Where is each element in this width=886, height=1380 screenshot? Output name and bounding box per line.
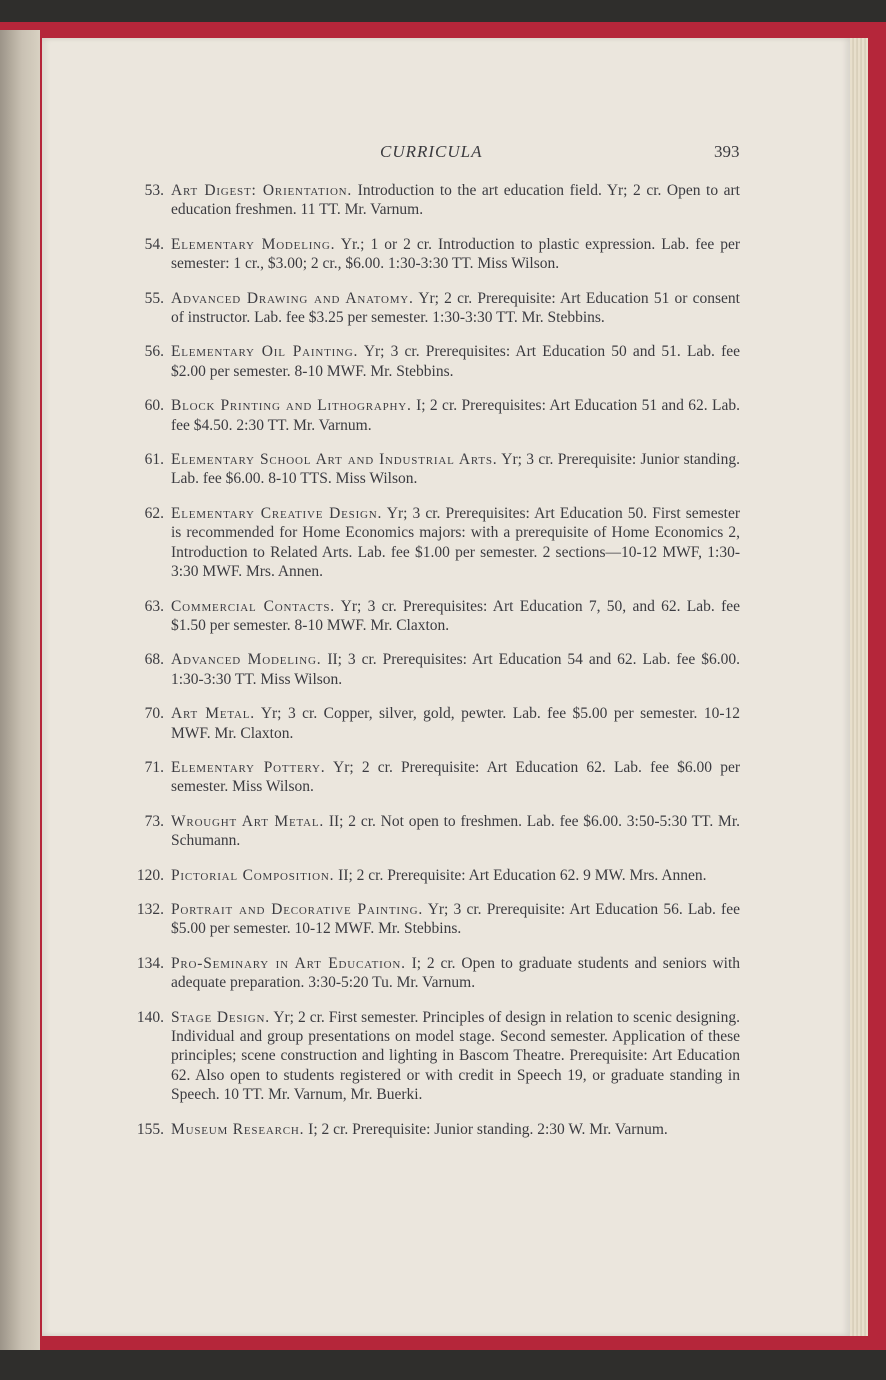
- course-entry-155: [120, 1120, 740, 1139]
- course-number: 55.: [144, 289, 164, 307]
- course-description: [171, 289, 740, 328]
- course-description: [171, 181, 740, 220]
- course-text: Yr; 3 cr. Prerequisites: Art Education 50 and 51. Lab. fee $2.00 per semester. 8-10 MWF. Mr. Stebbins.: [171, 343, 741, 380]
- course-description: [171, 396, 740, 435]
- running-title: CURRICULA: [380, 142, 483, 161]
- course-description: [171, 342, 740, 381]
- course-text: I; 2 cr. Prerequisite: Junior standing. 2:30 W. Mr. Varnum.: [308, 1120, 668, 1138]
- course-entry-70: [120, 704, 740, 743]
- course-number: 73.: [144, 812, 164, 830]
- course-title: Pictorial Composition.: [171, 866, 335, 884]
- course-number: 140.: [136, 1008, 164, 1026]
- course-number: 60.: [144, 397, 164, 415]
- course-text: Yr; 3 cr. Prerequisites: Art Education 7, 50, and 62. Lab. fee $1.50 per semester. 8-10 MWF. Mr. Claxton.: [171, 597, 740, 634]
- course-number: 56.: [144, 343, 164, 361]
- course-title: Advanced Drawing and Anatomy.: [171, 289, 414, 307]
- course-entry-55: [120, 289, 740, 328]
- course-entry-134: [120, 954, 740, 993]
- course-number: 155.: [136, 1120, 164, 1138]
- course-text: Yr; 2 cr. First semester. Principles of design in relation to scenic designing. Individual and group presentations on model stage. Second semester. Application of these principles; scene construction and lighting in Bascom Theatre. Prerequisite: Art Education 62. Also open to students registered or with credit in Speech 19, or graduate standing in Speech. 10 TT. Mr. Varnum, Mr. Buerki.: [171, 1008, 740, 1104]
- course-description: [171, 866, 740, 885]
- course-description: [171, 900, 740, 939]
- course-title: Advanced Modeling.: [171, 651, 322, 669]
- course-text: Yr; 3 cr. Copper, silver, gold, pewter. Lab. fee $5.00 per semester. 10-12 MWF. Mr. Claxton.: [171, 705, 740, 742]
- course-title: Wrought Art Metal.: [171, 812, 325, 830]
- course-number: 63.: [144, 597, 164, 615]
- course-title: Block Printing and Lithography.: [171, 397, 412, 415]
- course-entry-63: [120, 597, 740, 636]
- course-text: II; 2 cr. Not open to freshmen. Lab. fee $6.00. 3:50-5:30 TT. Mr. Schumann.: [171, 812, 741, 850]
- course-title: Art Metal.: [171, 705, 255, 723]
- course-entry-140: [120, 1008, 740, 1105]
- course-text: Yr; 3 cr. Prerequisites: Art Education 50. First semester is recommended for Home Economics majors: with a prerequisite of Home Economics 2, Introduction to Related Arts. Lab. fee $1.00 per semester. 2 sections—10-12 MWF, 1:30-3:30 MWF. Mrs. Annen.: [171, 504, 740, 581]
- course-text: II; 3 cr. Prerequisites: Art Education 54 and 62. Lab. fee $6.00. 1:30-3:30 TT. Miss Wilson.: [171, 651, 740, 688]
- course-description: [171, 597, 740, 636]
- course-text: Yr; 3 cr. Prerequisite: Art Education 56. Lab. fee $5.00 per semester. 10-12 MWF. Mr. Stebbins.: [171, 900, 740, 938]
- course-title: Elementary Creative Design.: [171, 504, 383, 522]
- course-entry-62: [120, 504, 740, 582]
- course-title: Elementary Oil Painting.: [171, 343, 359, 361]
- course-number: 134.: [136, 954, 164, 972]
- course-text: Yr; 3 cr. Prerequisite: Junior standing. Lab. fee $6.00. 8-10 TTS. Miss Wilson.: [171, 451, 740, 488]
- course-description: [171, 954, 740, 993]
- course-entry-53: [120, 181, 740, 220]
- course-entry-71: [120, 758, 740, 797]
- course-title: Museum Research.: [171, 1120, 305, 1138]
- course-text: I; 2 cr. Open to graduate students and seniors with adequate preparation. 3:30-5:20 Tu. Mr. Varnum.: [171, 954, 740, 992]
- book-page: [42, 38, 850, 1336]
- course-text: II; 2 cr. Prerequisite: Art Education 62. 9 MW. Mrs. Annen.: [338, 866, 707, 884]
- course-number: 132.: [136, 900, 164, 918]
- course-entry-132: [120, 900, 740, 939]
- page-number: 393: [714, 142, 740, 161]
- course-description: [171, 812, 740, 851]
- course-text: Introduction to the art education field. Yr; 2 cr. Open to art education freshmen. 11 TT. Mr. Varnum.: [171, 182, 740, 219]
- course-text: I; 2 cr. Prerequisites: Art Education 51 and 62. Lab. fee $4.50. 2:30 TT. Mr. Varnum.: [171, 397, 740, 434]
- course-description: [171, 450, 740, 489]
- course-list: [120, 181, 740, 1139]
- course-number: 53.: [144, 182, 164, 199]
- course-text: Yr.; 1 or 2 cr. Introduction to plastic expression. Lab. fee per semester: 1 cr., $3.00; 2 cr., $6.00. 1:30-3:30 TT. Miss Wilson.: [171, 235, 740, 273]
- course-title: Stage Design.: [171, 1008, 270, 1026]
- course-title: Elementary Pottery.: [171, 758, 326, 776]
- course-number: 71.: [144, 758, 164, 776]
- course-number: 70.: [144, 705, 164, 723]
- course-description: [171, 758, 740, 797]
- course-title: Commercial Contacts.: [171, 597, 335, 615]
- course-number: 61.: [144, 451, 164, 469]
- course-title: Elementary Modeling.: [171, 235, 336, 253]
- course-entry-68: [120, 650, 740, 689]
- course-description: [171, 650, 740, 689]
- course-entry-73: [120, 812, 740, 851]
- course-number: 62.: [144, 504, 164, 522]
- course-number: 120.: [136, 866, 164, 884]
- course-description: [171, 1008, 740, 1105]
- facing-page-edge: [0, 30, 40, 1350]
- course-title: Portrait and Decorative Painting.: [171, 900, 424, 918]
- course-text: Yr; 2 cr. Prerequisite: Art Education 51 or consent of instructor. Lab. fee $3.25 per semester. 1:30-3:30 TT. Mr. Stebbins.: [171, 289, 740, 327]
- course-entry-120: [120, 866, 740, 885]
- course-number: 68.: [144, 651, 164, 669]
- course-description: [171, 704, 740, 743]
- course-title: Art Digest: Orientation.: [171, 182, 353, 199]
- course-entry-54: [120, 235, 740, 274]
- course-entry-60: [120, 396, 740, 435]
- course-description: [171, 1120, 740, 1139]
- course-description: [171, 235, 740, 274]
- course-entry-56: [120, 342, 740, 381]
- course-entry-61: [120, 450, 740, 489]
- course-title: Elementary School Art and Industrial Arts.: [171, 451, 498, 469]
- course-number: 54.: [144, 235, 164, 253]
- course-description: [171, 504, 740, 582]
- course-title: Pro-Seminary in Art Education.: [171, 954, 406, 972]
- page-header: [42, 142, 850, 166]
- course-text: Yr; 2 cr. Prerequisite: Art Education 62. Lab. fee $6.00 per semester. Miss Wilson.: [171, 758, 740, 796]
